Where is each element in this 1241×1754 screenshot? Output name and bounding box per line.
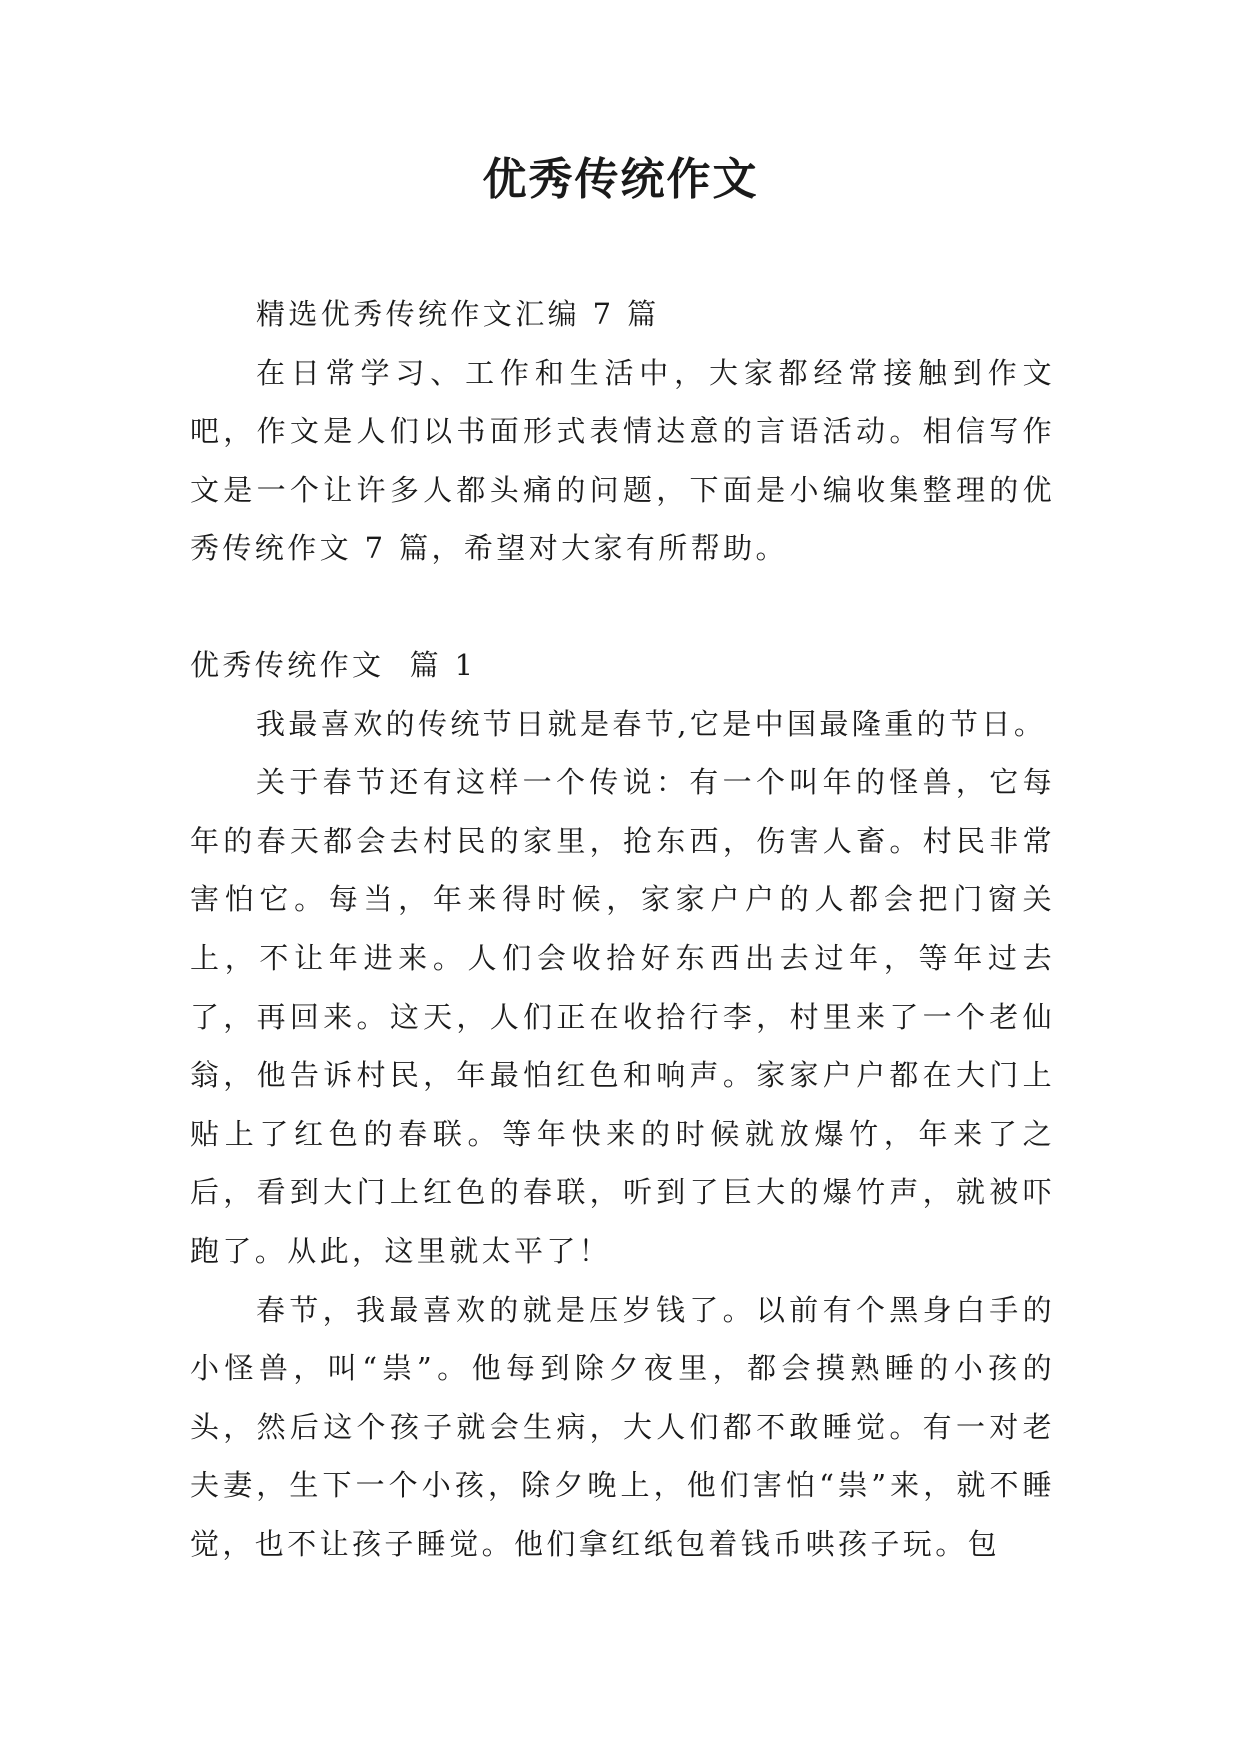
document-title: 优秀传统作文 bbox=[482, 154, 759, 205]
section-paragraph-1: 我最喜欢的传统节日就是春节,它是中国最隆重的节日。 bbox=[256, 706, 1047, 741]
intro-paragraph: 在日常学习、工作和生活中，大家都经常接触到作文吧，作文是人们以书面形式表情达意的言语活动。相信写作文是一个让许多人都头痛的问题，下面是小编收集整理的优秀传统作文 7 篇，希望对大家有所帮助。 bbox=[190, 355, 1055, 566]
document-subtitle: 精选优秀传统作文汇编 7 篇 bbox=[256, 297, 660, 331]
section-paragraph-2: 关于春节还有这样一个传说：有一个叫年的怪兽，它每年的春天都会去村民的家里，抢东西，伤害人畜。村民非常害怕它。每当，年来得时候，家家户户的人都会把门窗关上，不让年进来。人们会收拾好东西出去过年，等年过去了，再回来。这天，人们正在收拾行李，村里来了一个老仙翁，他告诉村民，年最怕红色和响声。家家户户都在大门上贴上了红色的春联。等年快来的时候就放爆竹，年来了之后，看到大门上红色的春联，听到了巨大的爆竹声，就被吓跑了。从此，这里就太平了！ bbox=[190, 765, 1055, 1268]
section-paragraph-3: 春节，我最喜欢的就是压岁钱了。以前有个黑身白手的小怪兽，叫“祟”。他每到除夕夜里，都会摸熟睡的小孩的头，然后这个孩子就会生病，大人们都不敢睡觉。有一对老夫妻，生下一个小孩，除夕晚上，他们害怕“祟”来，就不睡觉，也不让孩子睡觉。他们拿红纸包着钱币哄孩子玩。包 bbox=[190, 1292, 1055, 1561]
section-heading: 优秀传统作文 篇 1 bbox=[190, 647, 477, 682]
document-body bbox=[190, 285, 1055, 1573]
section-spacer bbox=[190, 578, 1055, 636]
